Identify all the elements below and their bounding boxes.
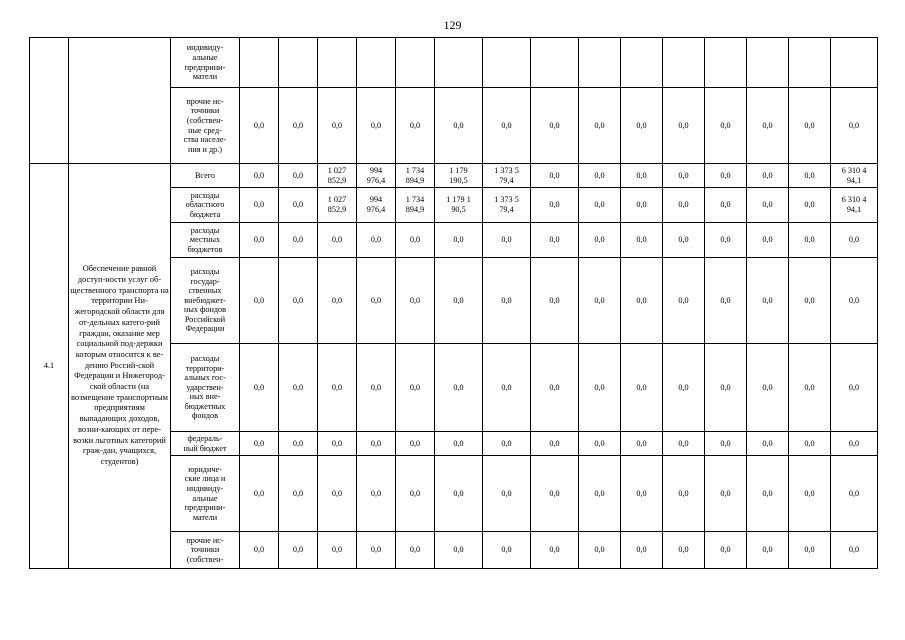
funding-source-cell: расходы областного бюджета (171, 188, 240, 223)
value-cell (579, 38, 621, 88)
value-cell: 0,0 (435, 88, 483, 164)
value-cell: 0,0 (705, 456, 747, 532)
value-cell: 0,0 (318, 432, 357, 456)
value-cell (483, 38, 531, 88)
value-cell: 0,0 (663, 344, 705, 432)
value-cell: 0,0 (747, 164, 789, 188)
value-cell: 0,0 (579, 258, 621, 344)
value-cell: 0,0 (357, 432, 396, 456)
value-cell (705, 38, 747, 88)
value-cell: 0,0 (621, 188, 663, 223)
value-cell: 0,0 (240, 164, 279, 188)
value-cell: 0,0 (705, 432, 747, 456)
value-cell: 0,0 (396, 532, 435, 569)
value-cell: 0,0 (435, 432, 483, 456)
value-cell: 0,0 (240, 344, 279, 432)
item-description-cell (69, 38, 171, 164)
value-cell: 0,0 (579, 456, 621, 532)
value-cell: 0,0 (747, 456, 789, 532)
value-cell: 0,0 (831, 344, 878, 432)
value-cell: 0,0 (579, 164, 621, 188)
value-cell: 1 027 852,9 (318, 188, 357, 223)
value-cell: 0,0 (789, 344, 831, 432)
budget-table (29, 37, 878, 569)
funding-source-cell: Всего (171, 164, 240, 188)
value-cell: 0,0 (747, 258, 789, 344)
value-cell: 0,0 (279, 223, 318, 258)
value-cell: 0,0 (396, 456, 435, 532)
value-cell: 0,0 (621, 344, 663, 432)
item-description: Обеспечение равной доступ-ности услуг об-щественного транспорта на территории Ни-жегородской области для от-дельных катего-рий граждан, оказание мер социальной под-держки которым относится к ве-дению Россий-ской Федерации и Нижегород-ской области (на возмещение транспортным предприятиям выпадающих доходов, возни-кающих от пере-возки льготных категорий граж-дан, учащихся, студентов) (69, 164, 171, 569)
value-cell (357, 38, 396, 88)
value-cell: 994 976,4 (357, 164, 396, 188)
value-cell: 0,0 (789, 456, 831, 532)
value-cell: 0,0 (579, 88, 621, 164)
value-cell (621, 38, 663, 88)
value-cell: 0,0 (279, 258, 318, 344)
value-cell: 1 027 852,9 (318, 164, 357, 188)
value-cell: 0,0 (531, 164, 579, 188)
item-number-cell (30, 38, 69, 164)
value-cell: 0,0 (747, 188, 789, 223)
value-cell: 0,0 (831, 88, 878, 164)
value-cell: 0,0 (531, 188, 579, 223)
value-cell: 0,0 (240, 188, 279, 223)
funding-source-cell: расходы территори- альных гос- ударствен- ных вне- бюджетных фондов (171, 344, 240, 432)
value-cell: 0,0 (747, 344, 789, 432)
value-cell: 0,0 (279, 188, 318, 223)
value-cell: 0,0 (240, 456, 279, 532)
value-cell: 0,0 (621, 223, 663, 258)
value-cell: 0,0 (705, 164, 747, 188)
value-cell: 0,0 (663, 532, 705, 569)
value-cell: 0,0 (435, 532, 483, 569)
value-cell: 0,0 (705, 532, 747, 569)
value-cell: 6 310 4 94,1 (831, 188, 878, 223)
value-cell: 0,0 (531, 258, 579, 344)
value-cell: 0,0 (579, 344, 621, 432)
value-cell: 0,0 (435, 456, 483, 532)
value-cell (318, 38, 357, 88)
value-cell: 0,0 (240, 432, 279, 456)
value-cell: 0,0 (579, 188, 621, 223)
value-cell: 0,0 (240, 532, 279, 569)
value-cell: 1 373 5 79,4 (483, 164, 531, 188)
value-cell: 0,0 (357, 344, 396, 432)
value-cell (747, 38, 789, 88)
value-cell: 0,0 (831, 258, 878, 344)
value-cell: 0,0 (240, 88, 279, 164)
value-cell: 0,0 (240, 223, 279, 258)
value-cell: 0,0 (318, 344, 357, 432)
value-cell: 0,0 (705, 344, 747, 432)
value-cell: 0,0 (357, 258, 396, 344)
table-row (30, 164, 878, 188)
value-cell: 6 310 4 94,1 (831, 164, 878, 188)
value-cell: 0,0 (357, 88, 396, 164)
value-cell: 0,0 (531, 532, 579, 569)
value-cell: 1 734 894,9 (396, 188, 435, 223)
value-cell: 0,0 (483, 223, 531, 258)
value-cell: 0,0 (396, 258, 435, 344)
value-cell (789, 38, 831, 88)
value-cell: 0,0 (483, 258, 531, 344)
value-cell: 1 179 190,5 (435, 164, 483, 188)
value-cell: 0,0 (747, 432, 789, 456)
value-cell: 0,0 (531, 88, 579, 164)
value-cell: 0,0 (357, 223, 396, 258)
value-cell: 0,0 (831, 432, 878, 456)
value-cell: 0,0 (789, 88, 831, 164)
value-cell: 0,0 (663, 188, 705, 223)
value-cell (240, 38, 279, 88)
value-cell: 0,0 (396, 432, 435, 456)
value-cell: 0,0 (789, 223, 831, 258)
funding-source-cell: расходы государ- ственных внебюджет- ных фондов Российской Федерации (171, 258, 240, 344)
value-cell: 0,0 (621, 258, 663, 344)
value-cell: 0,0 (435, 258, 483, 344)
value-cell: 0,0 (531, 344, 579, 432)
value-cell: 0,0 (318, 223, 357, 258)
value-cell: 0,0 (357, 456, 396, 532)
value-cell: 0,0 (318, 88, 357, 164)
value-cell: 0,0 (789, 164, 831, 188)
value-cell: 0,0 (531, 223, 579, 258)
value-cell: 0,0 (621, 432, 663, 456)
value-cell: 0,0 (831, 223, 878, 258)
page-number: 129 (443, 18, 462, 32)
value-cell: 0,0 (579, 532, 621, 569)
value-cell: 0,0 (789, 258, 831, 344)
value-cell: 0,0 (483, 532, 531, 569)
value-cell: 0,0 (789, 188, 831, 223)
funding-source-cell: прочие ис- точники (собствен- ные сред- ства населе- ния и др.) (171, 88, 240, 164)
value-cell: 0,0 (621, 164, 663, 188)
value-cell: 0,0 (705, 258, 747, 344)
value-cell: 0,0 (789, 532, 831, 569)
value-cell: 0,0 (279, 532, 318, 569)
value-cell: 0,0 (318, 258, 357, 344)
value-cell: 0,0 (621, 456, 663, 532)
value-cell (831, 38, 878, 88)
item-number: 4.1 (30, 164, 69, 569)
funding-source-cell: индивиду- альные предприни- матели (171, 38, 240, 88)
value-cell: 0,0 (747, 223, 789, 258)
value-cell: 0,0 (396, 88, 435, 164)
value-cell: 0,0 (279, 456, 318, 532)
value-cell: 0,0 (483, 88, 531, 164)
funding-source-cell: юридиче- ские лица и индивиду- альные предприни- матели (171, 456, 240, 532)
value-cell: 0,0 (531, 432, 579, 456)
funding-source-cell: прочие ис- точники (собствен- (171, 532, 240, 569)
value-cell (279, 38, 318, 88)
value-cell: 0,0 (279, 432, 318, 456)
value-cell: 0,0 (318, 532, 357, 569)
value-cell: 0,0 (240, 258, 279, 344)
value-cell: 0,0 (483, 344, 531, 432)
value-cell: 0,0 (663, 88, 705, 164)
value-cell: 0,0 (621, 88, 663, 164)
value-cell: 0,0 (621, 532, 663, 569)
budget-table-body (30, 38, 878, 569)
value-cell: 0,0 (531, 456, 579, 532)
funding-source-cell: расходы местных бюджетов (171, 223, 240, 258)
value-cell: 0,0 (279, 88, 318, 164)
value-cell: 0,0 (747, 88, 789, 164)
value-cell: 0,0 (483, 456, 531, 532)
value-cell: 0,0 (663, 432, 705, 456)
value-cell (663, 38, 705, 88)
value-cell: 0,0 (435, 344, 483, 432)
value-cell: 0,0 (705, 188, 747, 223)
value-cell: 0,0 (747, 532, 789, 569)
value-cell: 1 179 1 90,5 (435, 188, 483, 223)
funding-source-cell: федераль- ный бюджет (171, 432, 240, 456)
value-cell: 0,0 (579, 432, 621, 456)
value-cell: 0,0 (435, 223, 483, 258)
value-cell: 1 373 5 79,4 (483, 188, 531, 223)
value-cell: 0,0 (396, 223, 435, 258)
value-cell (531, 38, 579, 88)
value-cell: 994 976,4 (357, 188, 396, 223)
value-cell (396, 38, 435, 88)
table-row (30, 38, 878, 88)
value-cell: 0,0 (279, 344, 318, 432)
value-cell: 0,0 (663, 258, 705, 344)
value-cell: 0,0 (357, 532, 396, 569)
value-cell (435, 38, 483, 88)
value-cell: 0,0 (663, 223, 705, 258)
value-cell: 0,0 (705, 88, 747, 164)
value-cell: 0,0 (663, 456, 705, 532)
value-cell: 0,0 (279, 164, 318, 188)
value-cell: 0,0 (396, 344, 435, 432)
value-cell: 1 734 894,9 (396, 164, 435, 188)
value-cell: 0,0 (831, 532, 878, 569)
value-cell: 0,0 (483, 432, 531, 456)
value-cell: 0,0 (318, 456, 357, 532)
value-cell: 0,0 (789, 432, 831, 456)
value-cell: 0,0 (705, 223, 747, 258)
value-cell: 0,0 (663, 164, 705, 188)
value-cell: 0,0 (831, 456, 878, 532)
value-cell: 0,0 (579, 223, 621, 258)
